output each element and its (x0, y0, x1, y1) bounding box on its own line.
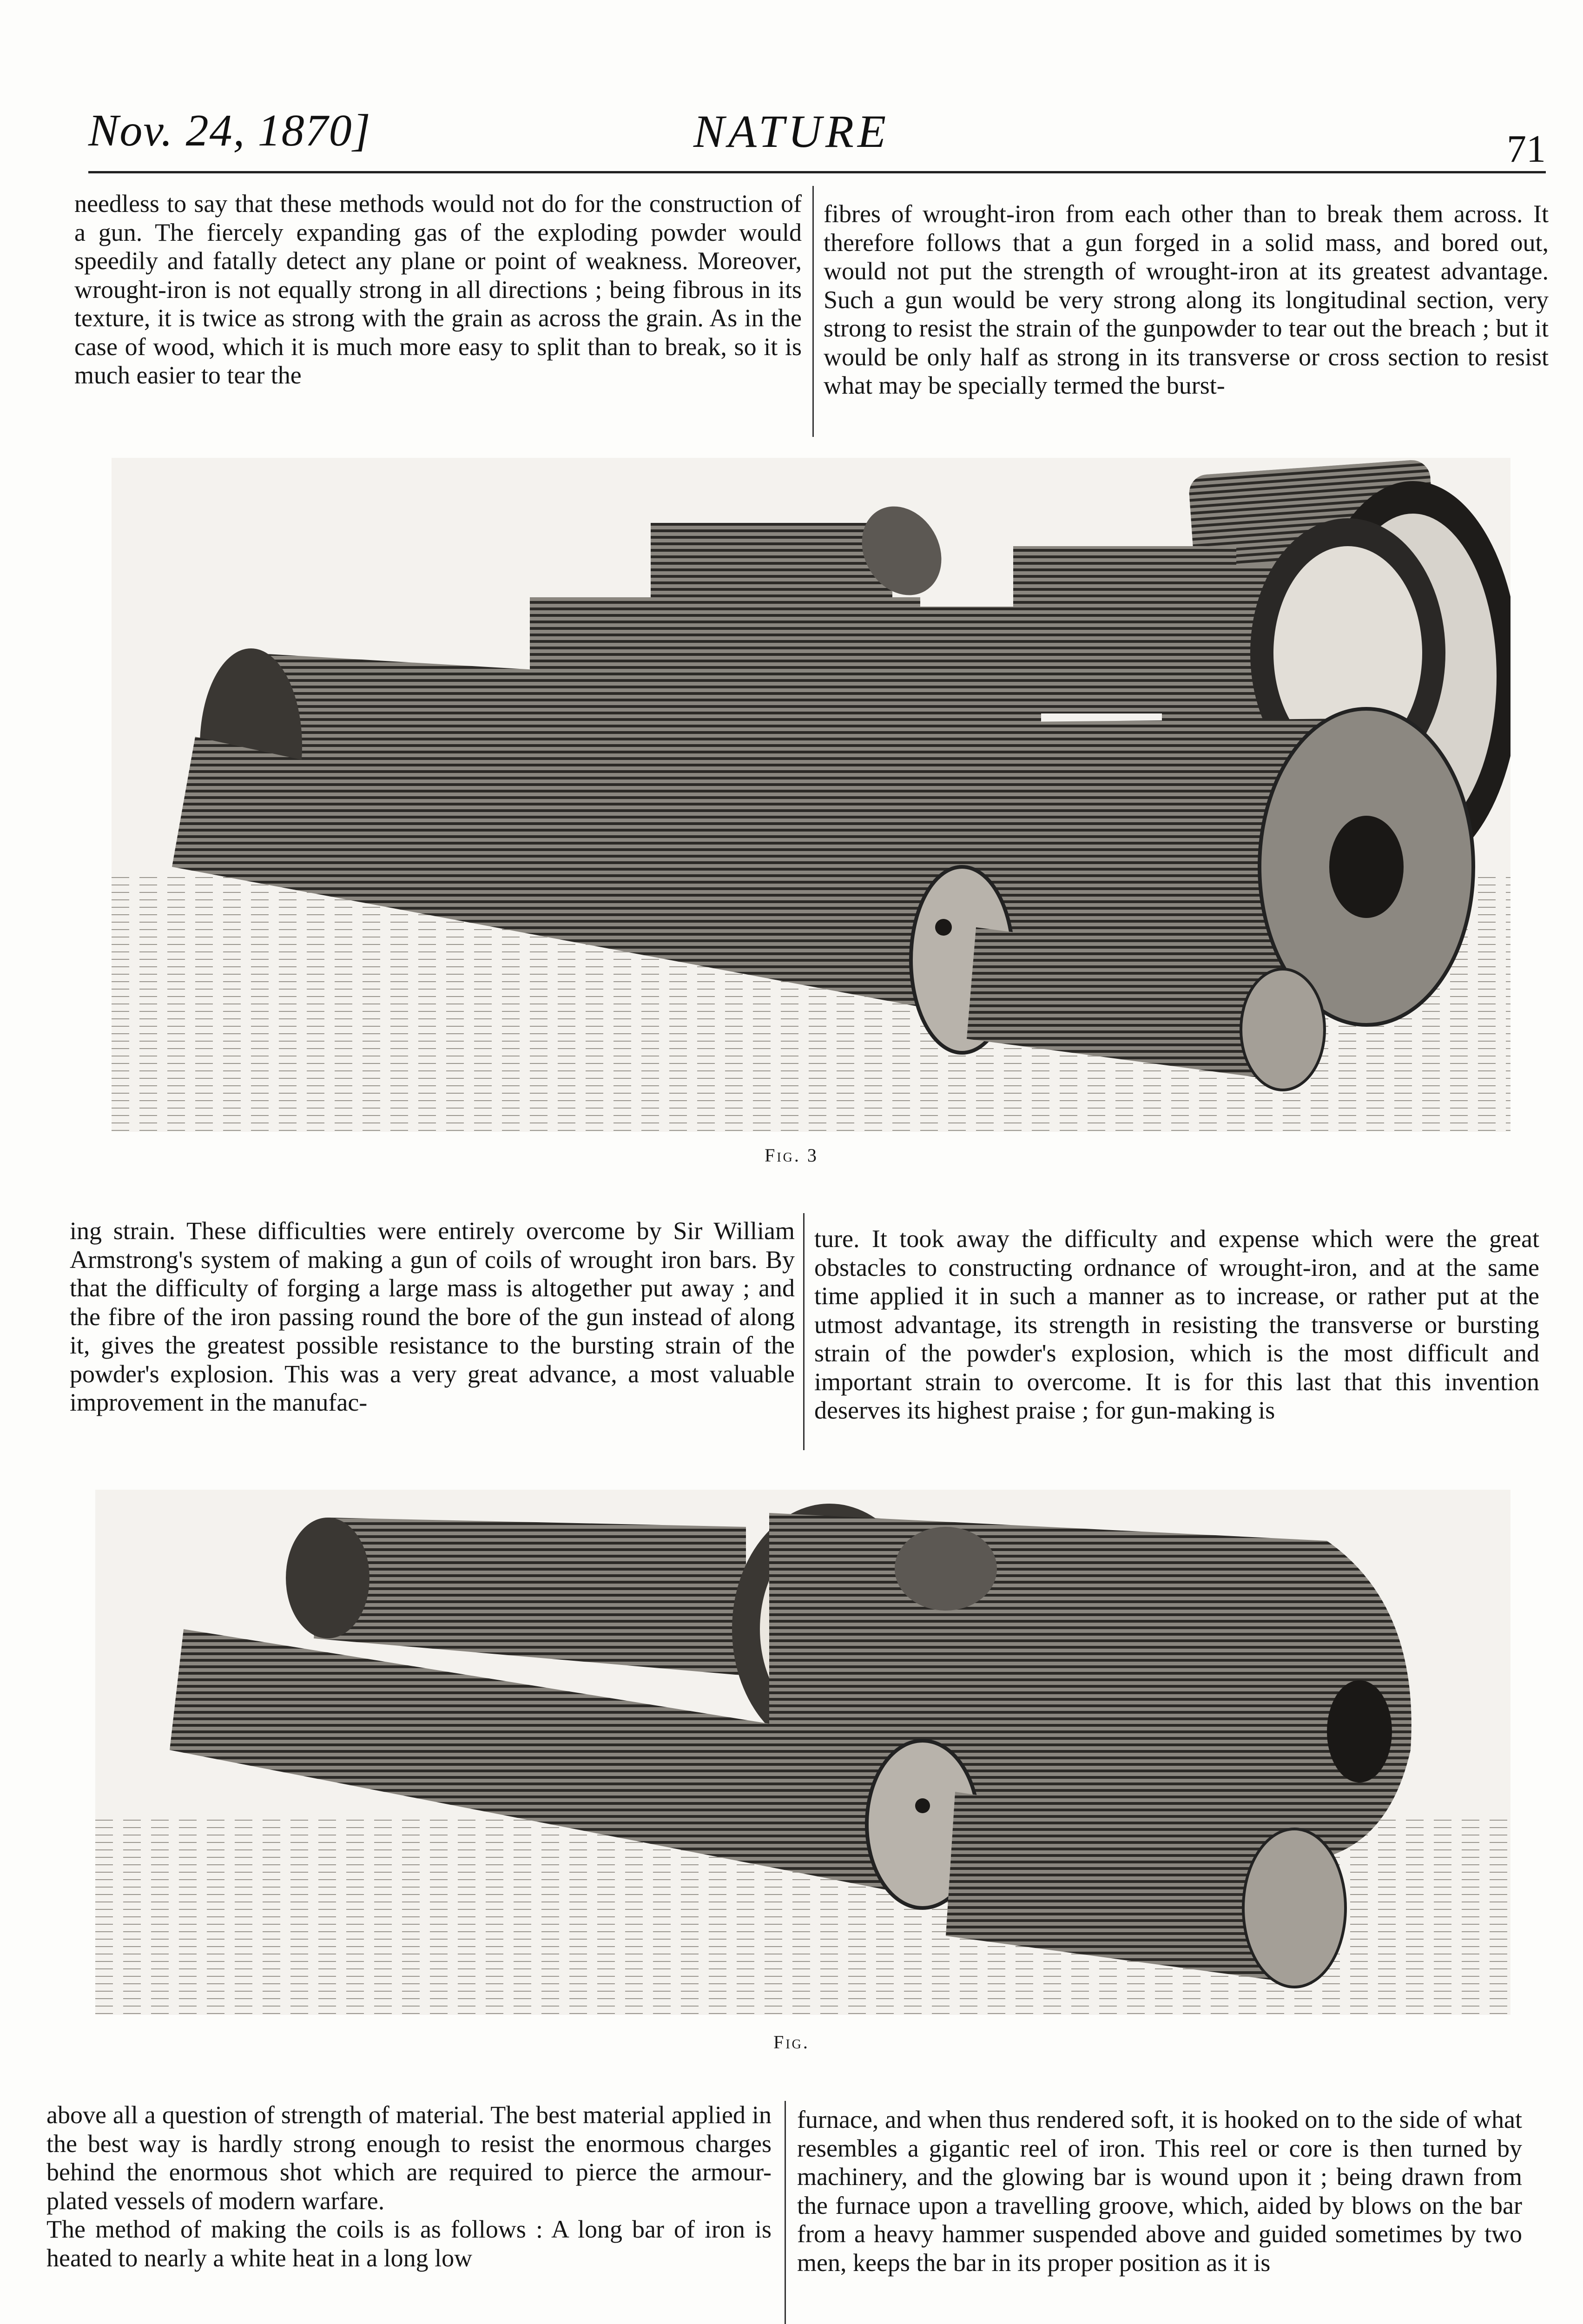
figure-3-illustration (112, 458, 1510, 1132)
section1-left-text: needless to say that these methods would not do for the construction of a gun. The fiercely expanding gas of the exploding powder would speedily and fatally detect any plane or point of weakness. Moreover, wrought-iron is not equally strong in all directions ; being fibrous in its texture, it is twice as strong with the grain as across the grain. As in the case of wood, which it is much more easy to split than to break, so it is much easier to tear the (74, 190, 802, 389)
journal-title: NATURE (693, 106, 890, 157)
section3-right-column (797, 2106, 1522, 2277)
section3-left-paragraph-1: above all a question of strength of material. The best material applied in the best way is hardly strong enough to resist the enormous charges behind the enormous shot which are required to pierce the armour-plated vessels of modern warfare. (46, 2101, 772, 2215)
column-divider (812, 186, 814, 437)
header-rule (88, 171, 1546, 173)
section1-right-column (824, 200, 1549, 400)
section2-right-text: ture. It took away the difficulty and expense which were the great obstacles to constructing ordnance of wrought-iron, and at the same time applied it in such a manner as to increase, or rather put at the utmost advantage, its strength in resisting the transverse or bursting strain of the powder's explosion, which is the most difficult and important strain to overcome. It is for this last that this invention deserves its highest praise ; for gun-making is (814, 1225, 1539, 1424)
section1-left-column (74, 190, 802, 390)
section2-left-text: ing strain. These difficulties were entirely overcome by Sir William Armstrong's system of making a gun of coils of wrought iron bars. By that the difficulty of forging a large mass is altogether put away ; and the fibre of the iron passing round the bore of the gun instead of along it, gives the greatest possible resistance to the bursting strain of the powder's explosion. This was a very great advance, a most valuable improvement in the manufac- (70, 1217, 795, 1416)
page-number: 71 (1507, 127, 1546, 171)
figure-4-illustration (95, 1490, 1510, 2015)
figure-4-engraving (95, 1490, 1510, 2015)
figure-3-engraving (112, 458, 1510, 1132)
section3-right-text: furnace, and when thus rendered soft, it is hooked on to the side of what resembles a gigantic reel of iron. This reel or core is then turned by machinery, and the glowing bar is wound upon it ; being drawn from the furnace upon a travelling groove, which, aided by blows on the bar from a heavy hammer suspended above and guided sometimes by two men, keeps the bar in its proper position as it is (797, 2106, 1522, 2277)
section2-right-column (814, 1225, 1539, 1425)
column-divider-3 (785, 2101, 786, 2324)
section2-left-column (70, 1217, 795, 1417)
section3-left-paragraph-2: The method of making the coils is as follows : A long bar of iron is heated to nearly a white heat in a long low (46, 2215, 772, 2272)
figure-3-caption: Fig. 3 (765, 1145, 818, 1166)
figure-4-caption: Fig. (773, 2032, 810, 2053)
section3-left-column (46, 2101, 772, 2272)
column-divider-2 (803, 1213, 805, 1450)
header-date: Nov. 24, 1870] (88, 106, 371, 156)
section1-right-text: fibres of wrought-iron from each other than to break them across. It therefore follows that a gun forged in a solid mass, and bored out, would not put the strength of wrought-iron at its greatest advantage. Such a gun would be very strong along its longitudinal section, very strong to resist the strain of the gunpowder to tear out the breach ; but it would be only half as strong in its transverse or cross section to resist what may be specially termed the burst- (824, 200, 1549, 399)
